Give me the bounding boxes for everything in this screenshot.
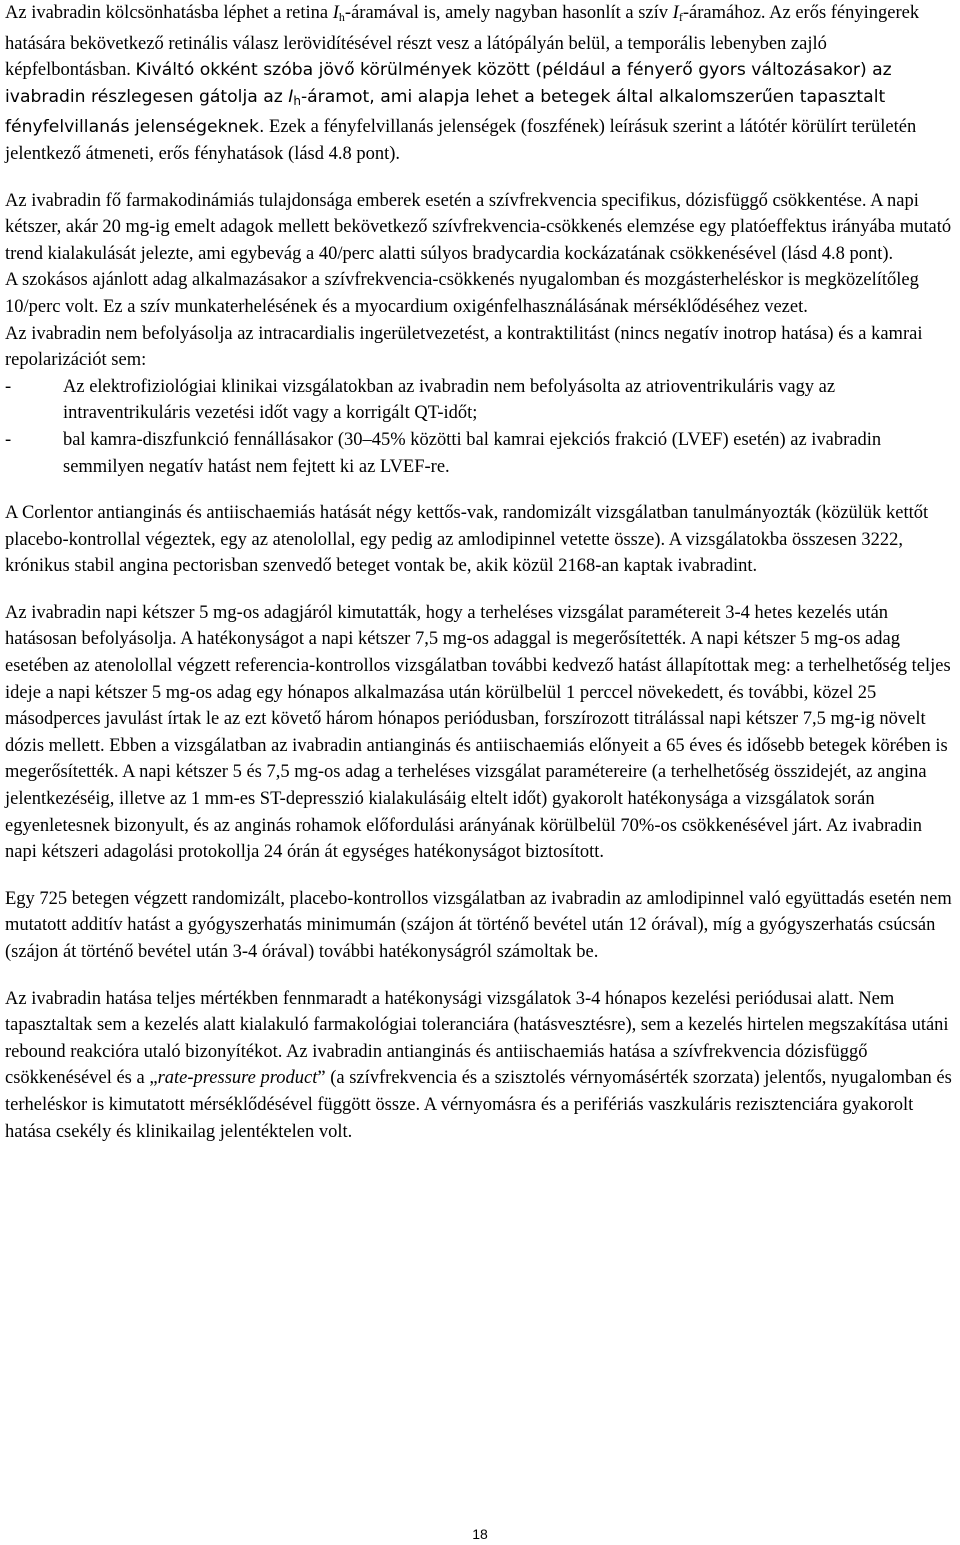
list-item xyxy=(5,374,957,427)
current-symbol-ih: $I_h$ xyxy=(288,86,301,108)
paragraph-antianginal-trials: A Corlentor antianginás és antiischaemiás hatását négy kettős-vak, randomizált vizsgálatban tanulmányozták (közülük kettőt placebo-kontrollal végeztek, egy az atenolollal, egy pedig az amlodipinnel vetette össze). A vizsgálatokba összesen 3222, krónikus stabil angina pectorisban szenvedő beteget vontak be, akik közül 2168-an kaptak ivabradint. xyxy=(5,503,929,577)
paragraph-retina-interaction xyxy=(5,0,957,168)
paragraph-conduction: Az ivabradin nem befolyásolja az intracardialis ingerületvezetést, a kontraktilitást (nincs negatív inotrop hatása) és a kamrai repolarizációt sem: xyxy=(5,323,923,371)
list-dash: - xyxy=(5,429,12,450)
text-segment: (a szívfrekvencia és a szisztolés vérnyomásérték szorzata) jelentős, nyugalomban és terheléskor is kimutatott mérséklődésével függött össze. A vérnyomásra és a perifériás vaszkuláris rezisztenciára gyakorolt hatása csekély és klinikailag jelentéktelen volt. xyxy=(5,1068,952,1142)
list-item-text: bal kamra-diszfunkció fennállásakor (30–45% közötti bal kamrai ejekciós frakció (LVEF) esetén) az ivabradin semmilyen negatív hatást nem fejtett ki az LVEF-re. xyxy=(63,429,882,477)
italic-term: rate-pressure product xyxy=(157,1068,318,1089)
close-quote: ” xyxy=(317,1068,326,1089)
paragraph-sustained-effect xyxy=(5,986,957,1146)
list-dash: - xyxy=(5,376,12,397)
text-segment: -áramához. Az erős fényingerek hatására bekövetkező retinális válasz lerövidítésével részt vesz a látópályán belül, a temporális lebenyben zajló képfelbontásban. xyxy=(5,3,920,81)
text-segment-sans: Kiváltó okként szóba jövő körülmények között (például a fényerő gyors változásakor) az ivabradin részlegesen gátolja az $I_h$-áramot, ami alapja lehet a betegek által alkalomszerűen tapasztalt fényfelvillanás jelenségeknek. xyxy=(5,60,892,138)
text-segment: Az ivabradin hatása teljes mértékben fennmaradt a hatékonysági vizsgálatok 3-4 hónapos kezelési periódusai alatt. Nem tapasztaltak sem a kezelés alatt kialakuló farmakológiai toleranciára (hatásvesztésre), sem a kezelés hirtelen megszakítása utáni rebound reakcióra utaló bizonyítékot. Az ivabradin antianginás és antiischaemiás hatása a szívfrekvencia dózisfüggő csökkenésével és a xyxy=(5,988,949,1089)
current-symbol-if: $I_f$ xyxy=(672,3,683,24)
bullet-list xyxy=(5,374,957,480)
list-item-text: Az elektrofiziológiai klinikai vizsgálatokban az ivabradin nem befolyásolta az atrioventrikuláris vagy az intraventrikuláris vezetési időt vagy a korrigált QT-időt; xyxy=(63,376,836,424)
document-page xyxy=(5,0,957,1145)
current-symbol-ih: $I_h$ xyxy=(332,3,345,24)
text-segment: Az ivabradin kölcsönhatásba léphet a retina xyxy=(5,3,333,23)
list-item xyxy=(5,427,957,480)
paragraph-pharmacodynamics: Az ivabradin fő farmakodinámiás tulajdonsága emberek esetén a szívfrekvencia specifikus, dózisfüggő csökkentése. A napi kétszer, akár 20 mg-ig emelt adagok mellett bekövetkező szívfrekvencia-csökkenés elemzése egy platóeffektus irányába mutató trend kialakulását jelezte, ami egybevág a 40/perc alatti súlyos bradycardia kockázatának csökkenésével (lásd 4.8 pont). xyxy=(5,190,952,264)
text-segment: -áramával is, amely nagyban hasonlít a szív xyxy=(344,3,673,23)
paragraph-exercise-test-results: Az ivabradin napi kétszer 5 mg-os adagjáról kimutatták, hogy a terheléses vizsgálat paramétereit 3-4 hetes kezelés után hatásosan befolyásolja. A hatékonyságot a napi kétszer 7,5 mg-os adaggal is megerősítették. A napi kétszer 5 mg-os adag esetében az atenolollal végzett referencia-kontrollos vizsgálatban további kedvező hatást állapítottak meg: a terhelhetőség teljes ideje a napi kétszer 5 mg-os adag egy hónapos alkalmazása után körülbelül 1 perccel növekedett, és további, közel 25 másodperces javulást írtak le az ezt követő három hónapos periódusban, forszírozott titrálással napi kétszer 7,5 mg-ig növelt dózis mellett. Ebben a vizsgálatban az ivabradin antianginás és antiischaemiás előnyeit a 65 éves és idősebb betegek körében is megerősítették. A napi kétszer 5 és 7,5 mg-os adag a terheléses vizsgálat paramétereire (a terhelhetőség összidejét, az angina jelentkezéséig, illetve az 1 mm-es ST-depresszió kialakulásáig eltelt időt) gyakorolt hatékonysága a vizsgálatok során egyenletesnek bizonyult, és az anginás rohamok előfordulási arányának körülbelül 70%-os csökkenésével járt. Az ivabradin napi kétszeri adagolási protokollja 24 órán át egységes hatékonyságot biztosított. xyxy=(5,602,951,863)
paragraph-heart-rate-reduction: A szokásos ajánlott adag alkalmazásakor a szívfrekvencia-csökkenés nyugalomban és mozgásterheléskor is megközelítőleg 10/perc volt. Ez a szív munkaterhelésének és a myocardium oxigénfelhasználásának mérséklődéséhez vezet. xyxy=(5,270,919,317)
open-quote: „ xyxy=(149,1068,158,1089)
paragraph-amlodipine-study: Egy 725 betegen végzett randomizált, placebo-kontrollos vizsgálatban az ivabradin az amlodipinnel való együttadás esetén nem mutatott additív hatást a gyógyszerhatás minimumán (szájon át történő bevétel után 12 órával), míg a gyógyszerhatás csúcsán (szájon át történő bevétel után 3-4 órával) további hatékonyságról számoltak be. xyxy=(5,888,952,962)
text-segment: Ezek a fényfelvillanás jelenségek (foszfének) leírásuk szerint a látótér körülírt területén jelentkező átmeneti, erős fényhatások (lásd 4.8 pont). xyxy=(5,117,917,164)
page-number: 18 xyxy=(472,1526,488,1542)
